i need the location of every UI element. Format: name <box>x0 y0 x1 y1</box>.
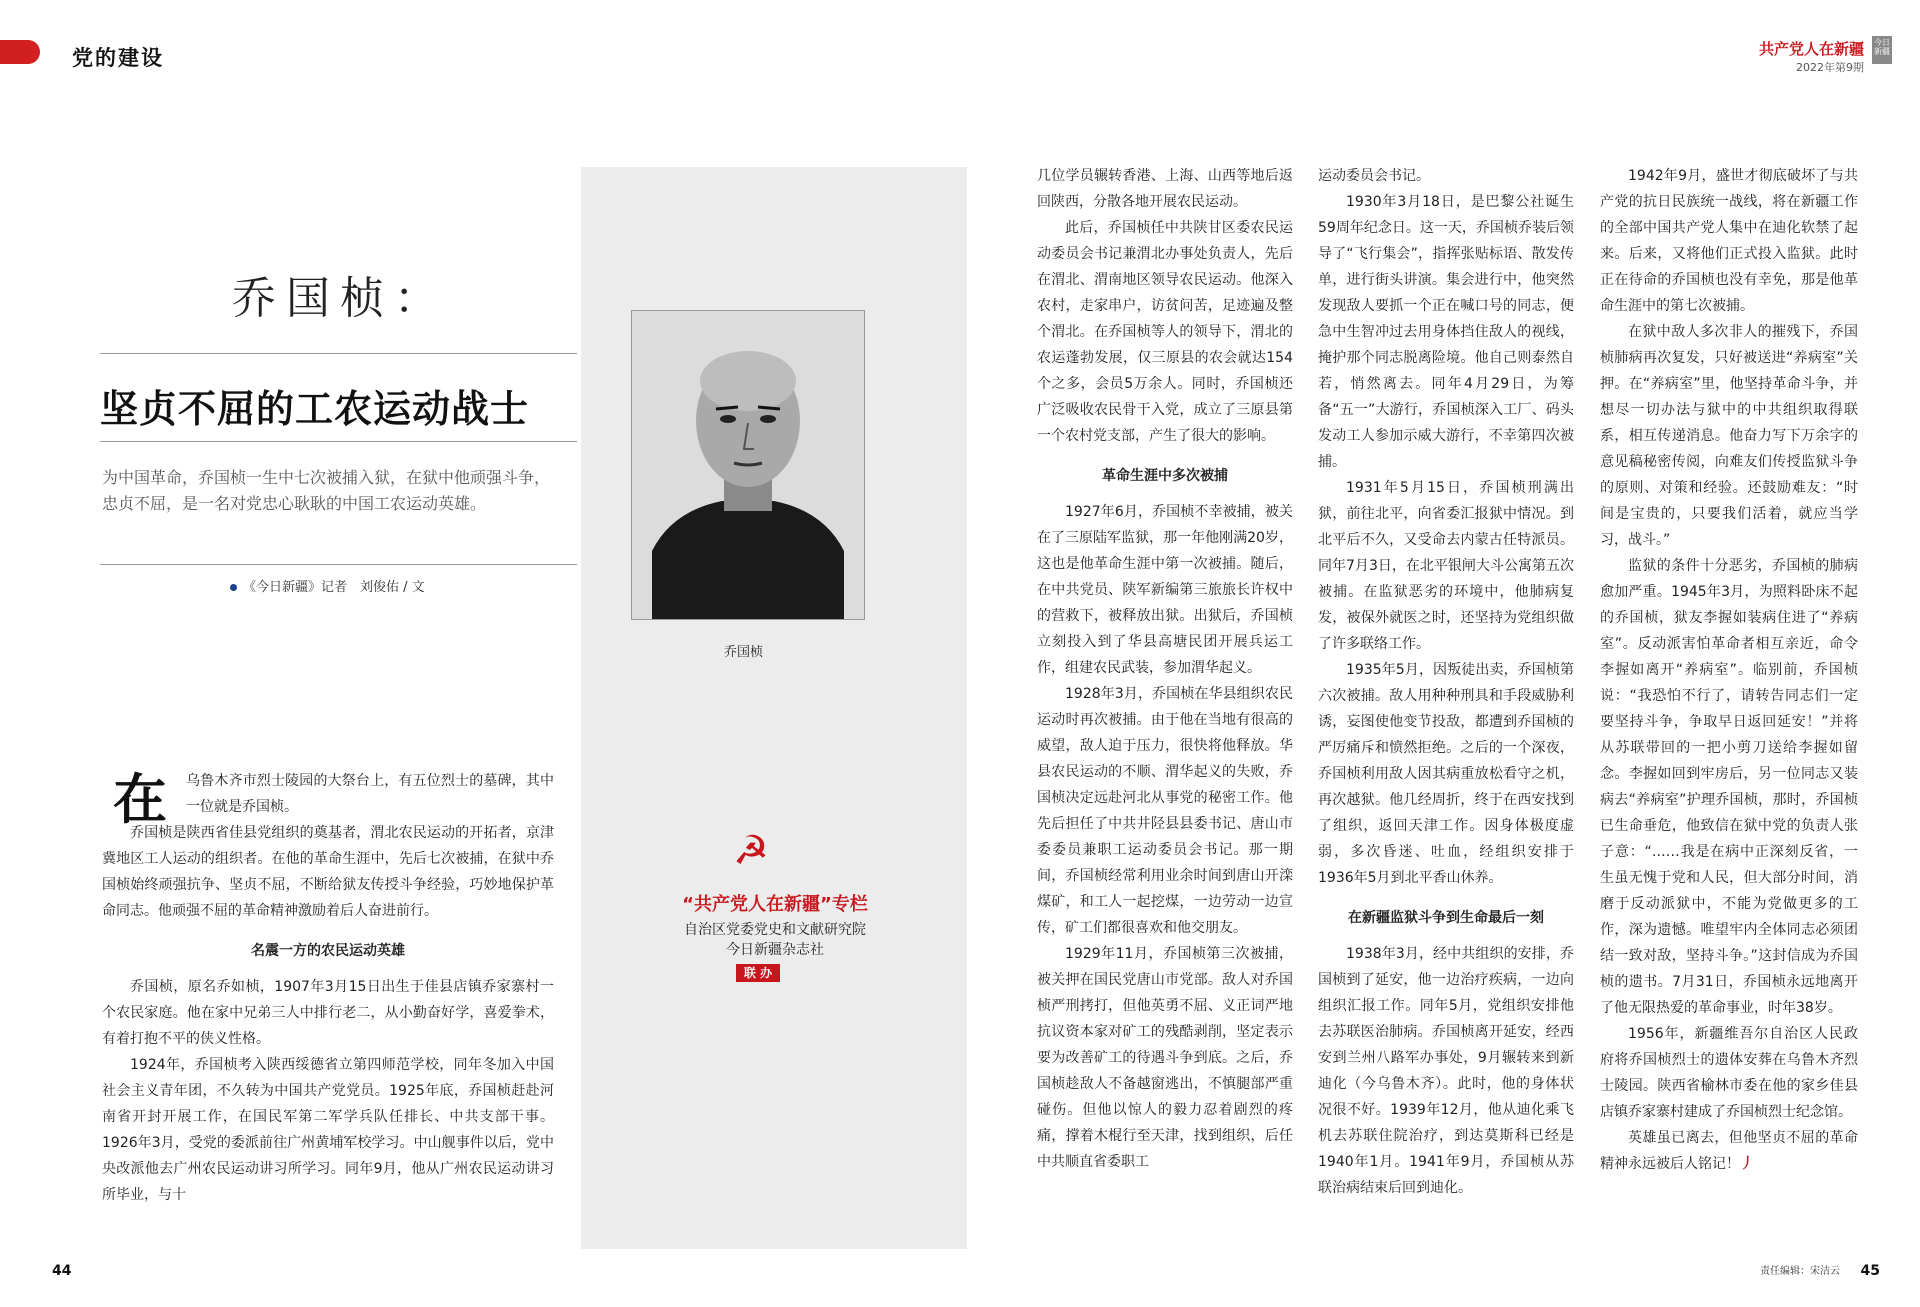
paragraph: 1938年3月，经中共组织的安排，乔国桢到了延安，他一边治疗疾病，一边向组织汇报工作。同年5月，党组织安排他去苏联医治肺病。乔国桢离开延安，经西安到兰州八路军办事处，9月辗转来到新迪化（今乌鲁木齐）。此时，他的身体状况很不好。1939年12月，他从迪化乘飞机去苏联住院治疗，到达莫斯科已经是1940年1月。1941年9月，乔国桢从苏联治病结束后回到迪化。 <box>1318 946 1574 1196</box>
byline <box>230 576 425 595</box>
article-title: 乔国桢： <box>232 273 448 324</box>
portrait-illustration <box>632 311 864 619</box>
magazine-header <box>1759 38 1864 75</box>
closing-sentence: 英雄虽已离去，但他坚贞不屈的革命精神永远被后人铭记！ <box>1600 1130 1858 1172</box>
paragraph: 1924年，乔国桢考入陕西绥德省立第四师范学校，同年冬加入中国社会主义青年团，不久转为中国共产党党员。1925年底，乔国桢赶赴河南省开封开展工作，在国民军第二军学兵队任排长、中共支部干事。1926年3月，受党的委派前往广州黄埔军校学习。中山舰事件以后，党中央改派他去广州农民运动讲习所学习。同年9月，他从广州农民运动讲习所毕业，与十 <box>102 1057 554 1203</box>
paragraph: 1930年3月18日，是巴黎公社诞生59周年纪念日。这一天，乔国桢乔装后领导了“飞行集会”，指挥张贴标语、散发传单，进行街头讲演。集会进行中，他突然发现敌人要抓一个正在喊口号的同志，便急中生智冲过去用身体挡住敌人的视线，掩护那个同志脱离险境。他自己则泰然自若，悄然离去。同年4月29日，为筹备“五一”大游行，乔国桢深入工厂、码头发动工人参加示威大游行，不幸第四次被捕。 <box>1318 194 1574 470</box>
title-rule-bottom <box>100 441 577 442</box>
paragraph: 1927年6月，乔国桢不幸被捕，被关在了三原陆军监狱，那一年他刚满20岁，这也是他革命生涯中第一次被捕。随后，在中共党员、陕军新编第三旅旅长许权中的营救下，被释放出狱。出狱后，乔国桢立刻投入到了华县高塘民团开展兵运工作，组建农民武装，参加渭华起义。 <box>1037 504 1293 676</box>
column-box-name: “共产党人在新疆”专栏 <box>682 894 868 915</box>
body-column-3 <box>1318 163 1574 1201</box>
issue-label: 2022年第9期 <box>1796 61 1864 74</box>
joint-badge: 联 办 <box>736 964 780 982</box>
magazine-logo: 今日新疆 <box>1872 36 1892 64</box>
section-heading: 名震一方的农民运动英雄 <box>251 943 405 959</box>
section-title: 党的建设 <box>72 45 164 70</box>
paragraph: 监狱的条件十分恶劣，乔国桢的肺病愈加严重。1945年3月，为照料卧床不起的乔国桢，狱友李握如装病住进了“养病室”。反动派害怕革命者相互亲近，命令李握如离开“养病室”。临别前，乔国桢说：“我恐怕不行了，请转告同志们一定要坚持斗争，争取早日返回延安！”并将从苏联带回的一把小剪刀送给李握如留念。李握如回到牢房后，另一位同志又装病去“养病室”护理乔国桢，那时，乔国桢已生命垂危，他致信在狱中党的负责人张子意：“……我是在病中正深刻反省，一生虽无愧于党和人民，但大部分时间，消磨于反动派狱中，不能为党做更多的工作，深为遗憾。唯望牢内全体同志必须团结一致对敌，坚持斗争。”这封信成为乔国桢的遗书。7月31日，乔国桢永远地离开了他无限热爱的革命事业，时年38岁。 <box>1600 558 1858 1016</box>
section-heading: 革命生涯中多次被捕 <box>1102 468 1228 484</box>
page-number-left: 44 <box>52 1263 72 1279</box>
paragraph: 乌鲁木齐市烈士陵园的大祭台上，有五位烈士的墓碑，其中一位就是乔国桢。 <box>186 773 554 815</box>
paragraph: 几位学员辗转香港、上海、山西等地后返回陕西，分散各地开展农民运动。 <box>1037 168 1293 210</box>
portrait-photo <box>631 310 865 620</box>
paragraph <box>1600 1125 1858 1177</box>
column-box-org1: 自治区党委党史和文献研究院 <box>684 922 866 938</box>
end-mark-icon: 丿 <box>1740 1156 1754 1172</box>
byline-rule <box>100 564 577 565</box>
paragraph: 乔国桢是陕西省佳县党组织的奠基者，渭北农民运动的开拓者，京津冀地区工人运动的组织者。在他的革命生涯中，先后七次被捕，在狱中乔国桢始终顽强抗争、坚贞不屈，不断给狱友传授斗争经验，巧妙地保护革命同志。他顽强不屈的革命精神激励着后人奋进前行。 <box>102 825 554 919</box>
column-box-org2: 今日新疆杂志社 <box>726 942 824 958</box>
byline-text: 《今日新疆》记者 刘俊佑 / 文 <box>243 580 425 595</box>
title-rule-top <box>100 353 577 354</box>
byline-dot <box>230 584 237 591</box>
magazine-column-name: 共产党人在新疆 <box>1758 40 1864 58</box>
article-lede: 为中国革命，乔国桢一生中七次被捕入狱，在狱中他顽强斗争，忠贞不屈，是一名对党忠心耿耿的中国工农运动英雄。 <box>102 468 551 513</box>
column-box-orgs <box>650 920 900 960</box>
paragraph: 1956年，新疆维吾尔自治区人民政府将乔国桢烈士的遗体安葬在乌鲁木齐烈士陵园。陕西省榆林市委在他的家乡佳县店镇乔家寨村建成了乔国桢烈士纪念馆。 <box>1600 1026 1858 1120</box>
paragraph: 此后，乔国桢任中共陕甘区委农民运动委员会书记兼渭北办事处负责人，先后在渭北、渭南地区领导农民运动。他深入农村，走家串户，访贫问苦，足迹遍及整个渭北。在乔国桢等人的领导下，渭北的农运蓬勃发展，仅三原县的农会就达154个之多，会员5万余人。同时，乔国桢还广泛吸收农民骨干入党，成立了三原县第一个农村党支部，产生了很大的影响。 <box>1037 220 1293 444</box>
drop-cap: 在 <box>113 768 167 831</box>
hammer-sickle-icon: ☭ <box>733 828 769 874</box>
editor-credit: 责任编辑：宋洁云 <box>1760 1266 1840 1277</box>
article-subtitle: 坚贞不屈的工农运动战士 <box>100 387 530 431</box>
paragraph: 运动委员会书记。 <box>1318 168 1430 184</box>
paragraph: 1931年5月15日，乔国桢刑满出狱，前往北平，向省委汇报狱中情况。到北平后不久，又受命去内蒙古任特派员。同年7月3日，在北平银闸大斗公寓第五次被捕。在监狱恶劣的环境中，他肺病复发，被保外就医之时，还坚持为党组织做了许多联络工作。 <box>1318 480 1574 652</box>
paragraph: 1928年3月，乔国桢在华县组织农民运动时再次被捕。由于他在当地有很高的威望，敌人迫于压力，很快将他释放。华县农民运动的不顺、渭华起义的失败，乔国桢决定远赴河北从事党的秘密工作。他先后担任了中共井陉县县委书记、唐山市委委员兼职工运动委员会书记。那一期间，乔国桢经常利用业余时间到唐山开滦煤矿，和工人一起挖煤，一边劳动一边宣传，矿工们都很喜欢和他交朋友。 <box>1037 686 1293 936</box>
section-heading: 在新疆监狱斗争到生命最后一刻 <box>1348 910 1544 926</box>
body-column-1 <box>102 768 554 1208</box>
page-number-right: 45 <box>1860 1263 1880 1279</box>
photo-caption: 乔国桢 <box>724 645 764 660</box>
paragraph: 1929年11月，乔国桢第三次被捕，被关押在国民党唐山市党部。敌人对乔国桢严刑拷打，但他英勇不屈、义正词严地抗议资本家对矿工的残酷剥削，坚定表示要为改善矿工的待遇斗争到底。之后，乔国桢趁敌人不备越窗逃出，不慎腿部严重碰伤。但他以惊人的毅力忍着剧烈的疼痛，撑着木棍行至天津，找到组织，后任中共顺直省委职工 <box>1037 946 1293 1170</box>
paragraph: 乔国桢，原名乔如桢，1907年3月15日出生于佳县店镇乔家寨村一个农民家庭。他在家中兄弟三人中排行老二，从小勤奋好学，喜爱拳术，有着打抱不平的侠义性格。 <box>102 979 554 1047</box>
paragraph: 1935年5月，因叛徒出卖，乔国桢第六次被捕。敌人用种种刑具和手段威胁利诱，妄图使他变节投敌，都遭到乔国桢的严厉痛斥和愤然拒绝。之后的一个深夜，乔国桢利用敌人因其病重放松看守之机，再次越狱。他几经周折，终于在西安找到了组织，返回天津工作。因身体极度虚弱，多次昏迷、吐血，经组织安排于1936年5月到北平香山休养。 <box>1318 662 1574 886</box>
section-marker <box>0 40 40 64</box>
paragraph: 1942年9月，盛世才彻底破坏了与共产党的抗日民族统一战线，将在新疆工作的全部中国共产党人集中在迪化软禁了起来。后来，又将他们正式投入监狱。此时正在待命的乔国桢也没有幸免，那是他革命生涯中的第七次被捕。 <box>1600 168 1858 314</box>
body-column-2 <box>1037 163 1293 1175</box>
paragraph: 在狱中敌人多次非人的摧残下，乔国桢肺病再次复发，只好被送进“养病室”关押。在“养病室”里，他坚持革命斗争，并想尽一切办法与狱中的中共组织取得联系，相互传递消息。他奋力写下万余字的意见稿秘密传阅，向难友们传授监狱斗争的原则、对策和经验。还鼓励难友：“时间是宝贵的，只要我们活着，就应当学习，战斗。” <box>1600 324 1858 548</box>
body-column-4 <box>1600 163 1858 1177</box>
